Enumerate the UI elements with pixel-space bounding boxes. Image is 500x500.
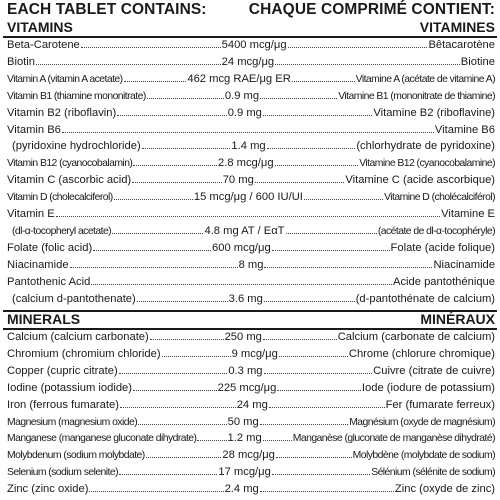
- ingredient-amount: 28 mcg/μg: [222, 449, 275, 462]
- dot-leader: [119, 474, 217, 475]
- dot-leader: [272, 474, 370, 475]
- dot-leader: [142, 148, 231, 149]
- dot-leader: [260, 424, 349, 425]
- ingredient-amount: 1.4 mg: [231, 140, 266, 153]
- ingredient-name-english: (calcium d-pantothenate): [12, 292, 136, 305]
- dot-leader: [117, 115, 226, 116]
- ingredient-name-french: Zinc (oxyde de zinc): [394, 483, 495, 496]
- ingredient-row: [7, 291, 495, 308]
- dot-leader: [70, 267, 238, 268]
- ingredient-row: [7, 172, 495, 189]
- ingredient-name-french: Fer (fumarate ferreux): [385, 398, 495, 411]
- dot-leader: [197, 440, 226, 441]
- dot-leader: [272, 250, 390, 251]
- dot-leader: [276, 457, 352, 458]
- dot-leader: [263, 440, 292, 441]
- dot-leader: [93, 250, 211, 251]
- ingredient-amount: 600 mcg/μg: [212, 241, 271, 254]
- dot-leader: [264, 301, 355, 302]
- ingredient-name-english: Vitamin B2 (riboflavin): [7, 106, 117, 119]
- ingredient-amount: 8 mg: [238, 258, 264, 271]
- ingredient-name-english: Calcium (calcium carbonate): [7, 331, 149, 343]
- ingredient-row: [7, 105, 495, 122]
- ingredient-row: [7, 274, 495, 291]
- ingredient-name-french: Biotine: [460, 55, 495, 68]
- dot-leader: [267, 148, 356, 149]
- ingredient-name-french: Molybdène (molybdate de sodium): [352, 450, 495, 462]
- ingredient-name-french: Sélénium (sélénite de sodium): [371, 467, 495, 479]
- ingredient-name-french: Vitamine E: [441, 208, 495, 220]
- ingredient-row: [7, 206, 495, 223]
- ingredient-name-english: Vitamin E: [7, 208, 55, 220]
- ingredient-row: [7, 37, 495, 54]
- ingredient-amount: 5400 mcg/μg: [221, 39, 287, 51]
- ingredient-row: [7, 397, 495, 414]
- ingredient-name-french: Vitamine A (acétate de vitamine A): [355, 73, 495, 85]
- dot-leader: [112, 233, 203, 234]
- dot-leader: [263, 115, 372, 116]
- dot-leader: [114, 199, 193, 200]
- dot-leader: [304, 199, 383, 200]
- ingredient-name-english: Copper (cupric citrate): [7, 364, 118, 377]
- minerals-title-french: MINÉRAUX: [420, 311, 495, 327]
- dot-leader: [91, 284, 392, 285]
- ingredient-name-french: Folate (acide folique): [390, 241, 495, 254]
- vitamins-title-english: VITAMINS: [7, 19, 73, 35]
- dot-leader: [269, 407, 385, 408]
- dot-leader: [124, 81, 187, 82]
- minerals-title-english: MINERALS: [7, 311, 81, 327]
- dot-leader: [81, 47, 221, 48]
- ingredient-amount: 0.9 mg: [227, 106, 262, 119]
- dot-leader: [138, 424, 227, 425]
- ingredient-row: [7, 430, 495, 447]
- ingredient-name-french: Bêtacarotène: [428, 39, 495, 51]
- header-french: CHAQUE COMPRIMÉ CONTIENT:: [248, 1, 495, 18]
- dot-leader: [162, 356, 231, 357]
- ingredient-name-french: Cuivre (citrate de cuivre): [373, 364, 495, 377]
- ingredient-name-english: Vitamin B1 (thiamine mononitrate): [7, 90, 146, 102]
- ingredient-name-english: Magnesium (magnesium oxide): [7, 416, 138, 428]
- ingredient-name-french: Vitamine B12 (cyanocobalamine): [359, 158, 495, 170]
- ingredient-name-english: Vitamin A (vitamin A acetate): [7, 73, 123, 85]
- ingredient-amount: 50 mg: [227, 415, 259, 428]
- ingredient-name-english: Iodine (potassium iodide): [7, 381, 132, 394]
- dot-leader: [89, 491, 223, 492]
- ingredient-row: [7, 447, 495, 464]
- ingredient-row: [7, 363, 495, 380]
- ingredient-row: [7, 223, 495, 240]
- ingredient-name-french: Niacinamide: [433, 258, 495, 271]
- dot-leader: [292, 81, 355, 82]
- header-english: EACH TABLET CONTAINS:: [7, 1, 207, 18]
- ingredient-row: [7, 329, 495, 346]
- ingredient-row: [7, 464, 495, 481]
- ingredient-amount: 0.3 mg: [228, 364, 263, 377]
- dot-leader: [56, 216, 440, 217]
- dot-leader: [62, 132, 434, 133]
- supplement-facts-label: [3, 0, 497, 500]
- dot-leader: [36, 64, 221, 65]
- dot-leader: [275, 64, 460, 65]
- ingredient-name-english: Selenium (sodium selenite): [7, 467, 119, 479]
- dot-leader: [275, 165, 359, 166]
- ingredient-name-french: (d-pantothénate de calcium): [355, 292, 495, 305]
- dot-leader: [264, 267, 432, 268]
- ingredient-name-english: Vitamin C (ascorbic acid): [7, 174, 132, 187]
- ingredient-row: [7, 481, 495, 498]
- ingredient-name-english: Folate (folic acid): [7, 241, 93, 254]
- ingredient-name-english: Vitamin B12 (cyanocobalamin): [7, 158, 133, 170]
- ingredient-amount: 17 mcg/μg: [218, 466, 271, 479]
- dot-leader: [279, 356, 348, 357]
- ingredient-name-french: Vitamine C (acide ascorbique): [345, 174, 495, 187]
- dot-leader: [255, 182, 345, 183]
- ingredient-amount: 225 mcg/μg: [217, 381, 277, 394]
- dot-leader: [264, 373, 373, 374]
- ingredient-name-english: Niacinamide: [7, 258, 69, 271]
- ingredient-name-english: Vitamin B6: [7, 123, 61, 136]
- ingredient-row: [7, 88, 495, 105]
- ingredient-amount: 2.8 mcg/μg: [217, 157, 274, 170]
- ingredient-name-english: (dl-α-tocopheryl acetate): [12, 225, 112, 237]
- ingredient-amount: 462 mcg RAE/μg ER: [187, 72, 291, 85]
- ingredient-name-french: Iode (iodure de potassium): [361, 381, 495, 394]
- dot-leader: [147, 98, 224, 99]
- ingredient-name-french: Calcium (carbonate de calcium): [337, 331, 495, 343]
- ingredient-name-french: (acétate de dl-α-tocophéryle): [377, 225, 495, 237]
- ingredient-name-french: Chrome (chlorure chromique): [348, 347, 495, 360]
- dot-leader: [146, 457, 222, 458]
- ingredient-name-english: (pyridoxine hydrochloride): [12, 140, 141, 153]
- dot-leader: [263, 339, 337, 340]
- ingredient-name-english: Zinc (zinc oxide): [7, 483, 89, 496]
- ingredient-name-french: Vitamine B6: [434, 123, 495, 136]
- dot-leader: [132, 182, 222, 183]
- dot-leader: [260, 491, 394, 492]
- ingredient-name-french: Vitamine B2 (riboflavine): [373, 106, 495, 119]
- ingredient-amount: 70 mg: [222, 174, 254, 187]
- ingredient-amount: 24 mg: [236, 398, 268, 411]
- ingredient-row: [7, 257, 495, 274]
- ingredient-amount: 0.9 mg: [224, 89, 260, 102]
- ingredient-row: [7, 122, 495, 139]
- ingredient-name-french: (chlorhydrate de pyridoxine): [356, 140, 495, 153]
- ingredient-amount: 4.8 mg AT / EαT: [204, 224, 285, 237]
- ingredient-name-english: Biotin: [7, 55, 35, 68]
- ingredient-name-french: Vitamine B1 (mononitrate de thiamine): [338, 90, 495, 102]
- ingredient-amount: 15 mcg/μg / 600 IU/UI: [193, 191, 303, 204]
- ingredient-name-french: Acide pantothénique: [392, 275, 495, 288]
- ingredient-name-english: Chromium (chromium chloride): [7, 347, 161, 360]
- ingredient-row: [7, 240, 495, 257]
- ingredient-amount: 250 mg: [224, 331, 262, 343]
- ingredient-name-english: Pantothenic Acid: [7, 275, 91, 288]
- ingredient-row: [7, 414, 495, 431]
- dot-leader: [288, 47, 428, 48]
- ingredient-row: [7, 346, 495, 363]
- dot-leader: [133, 390, 217, 391]
- ingredient-amount: 3.6 mg: [228, 292, 263, 305]
- ingredient-name-english: Manganese (manganese gluconate dihydrate): [7, 433, 197, 445]
- ingredient-row: [7, 54, 495, 71]
- ingredient-name-english: Beta-Carotene: [7, 39, 80, 51]
- ingredient-amount: 1.2 mg: [227, 432, 262, 445]
- vitamins-title-french: VITAMINES: [419, 19, 495, 35]
- dot-leader: [133, 165, 217, 166]
- dot-leader: [119, 373, 228, 374]
- ingredient-amount: 9 mcg/μg: [231, 347, 278, 360]
- ingredient-row: [7, 155, 495, 172]
- dot-leader: [277, 390, 361, 391]
- ingredient-name-french: Magnésium (oxyde de magnésium): [349, 416, 495, 428]
- ingredient-name-english: Iron (ferrous fumarate): [7, 398, 119, 411]
- dot-leader: [260, 98, 337, 99]
- ingredient-name-french: Manganèse (gluconate de manganèse dihydraté): [292, 433, 495, 445]
- ingredient-amount: 24 mcg/μg: [221, 55, 275, 68]
- dot-leader: [120, 407, 236, 408]
- dot-leader: [137, 301, 228, 302]
- ingredient-name-english: Molybdenum (sodium molybdate): [7, 450, 145, 462]
- dot-leader: [286, 233, 377, 234]
- ingredient-name-french: Vitamine D (cholécalciférol): [384, 192, 495, 204]
- ingredient-row: [7, 189, 495, 206]
- dot-leader: [150, 339, 224, 340]
- ingredient-row: [7, 380, 495, 397]
- ingredient-name-english: Vitamin D (cholecalciferol): [7, 192, 113, 204]
- ingredient-row: [7, 138, 495, 155]
- ingredient-amount: 2.4 mg: [224, 483, 259, 496]
- ingredient-row: [7, 71, 495, 88]
